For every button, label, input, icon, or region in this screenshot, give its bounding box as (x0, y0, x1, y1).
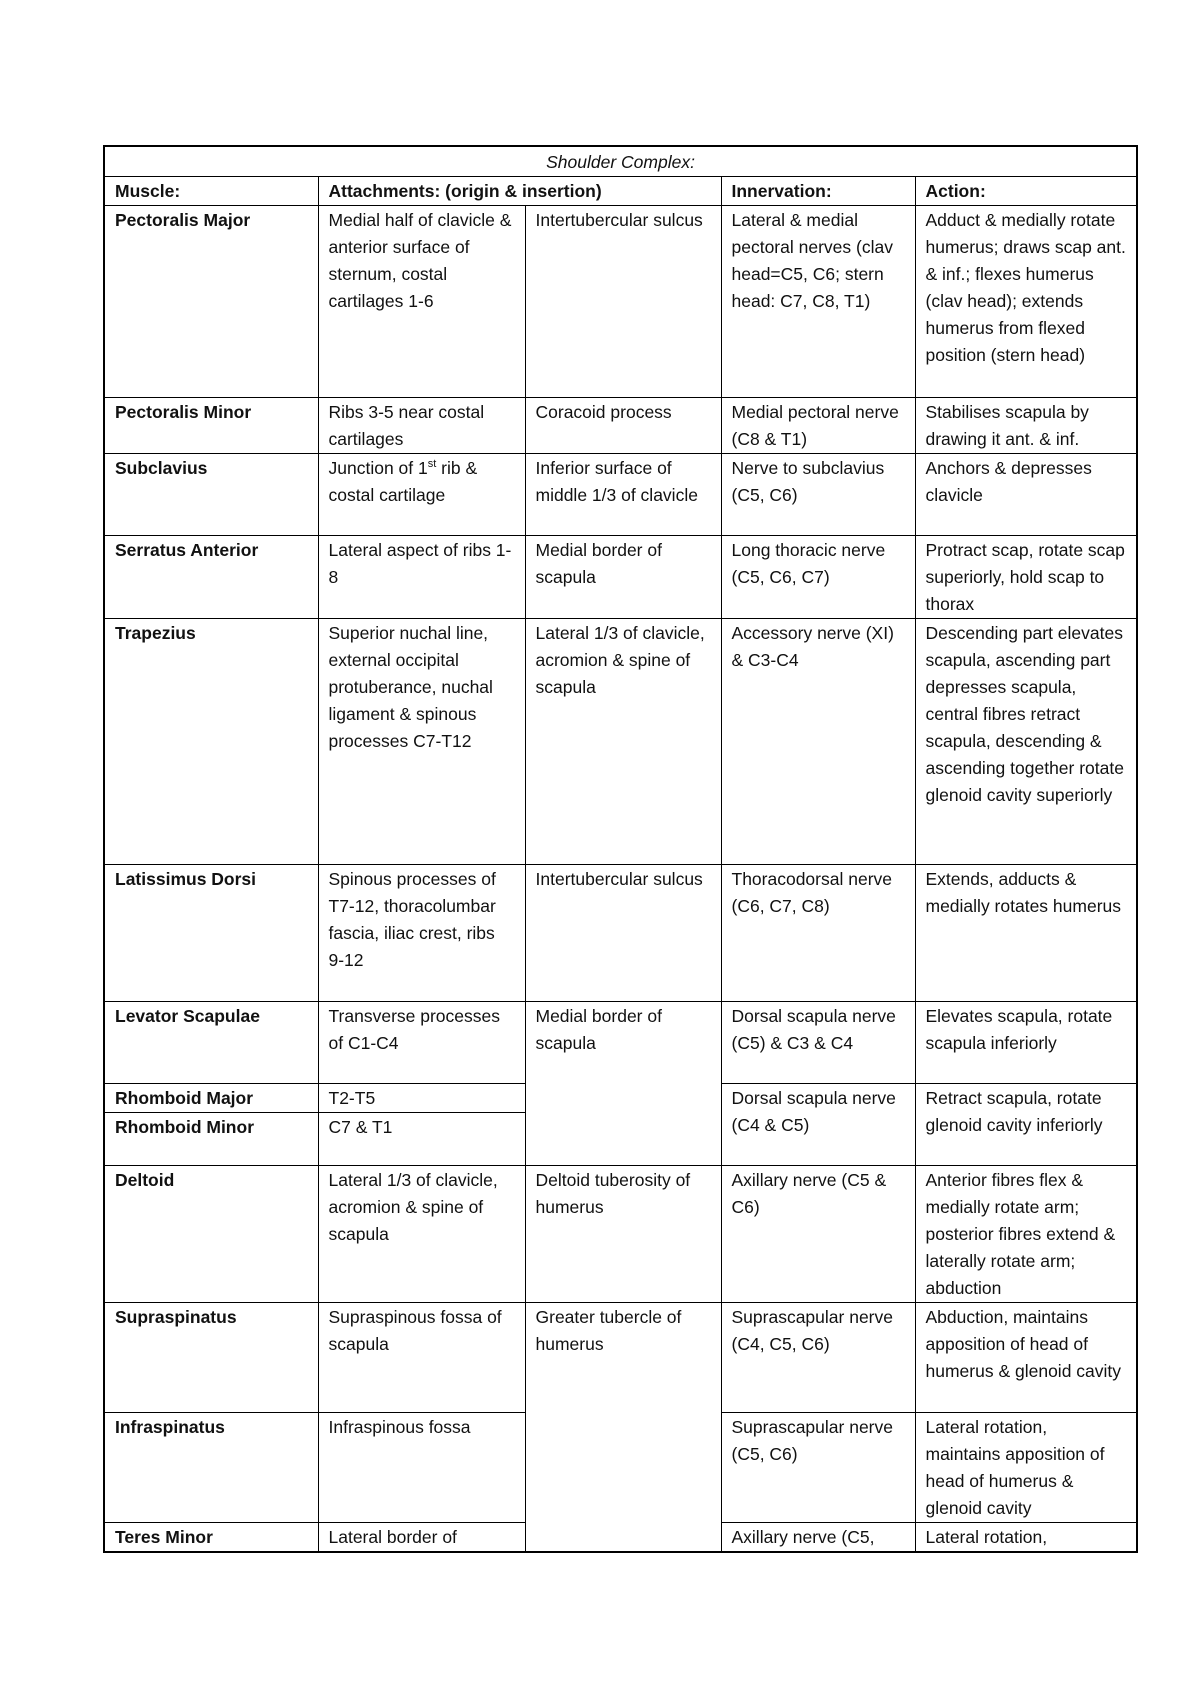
muscle-cell: Trapezius (104, 619, 318, 865)
innervation-cell: Nerve to subclavius (C5, C6) (721, 454, 915, 536)
muscle-cell: Serratus Anterior (104, 536, 318, 619)
origin-cell: Infraspinous fossa (318, 1413, 525, 1523)
action-cell: Retract scapula, rotate glenoid cavity inferiorly (915, 1084, 1137, 1166)
muscle-cell: Latissimus Dorsi (104, 865, 318, 1002)
table-row (104, 1166, 1137, 1303)
action-cell: Elevates scapula, rotate scapula inferiorly (915, 1002, 1137, 1084)
table-row (104, 454, 1137, 536)
muscle-cell: Pectoralis Major (104, 206, 318, 398)
origin-cell: C7 & T1 (318, 1113, 525, 1166)
insertion-cell: Inferior surface of middle 1/3 of clavicle (525, 454, 721, 536)
muscle-cell: Levator Scapulae (104, 1002, 318, 1084)
muscle-cell: Teres Minor (104, 1523, 318, 1553)
action-cell: Lateral rotation, (915, 1523, 1137, 1553)
origin-cell: Supraspinous fossa of scapula (318, 1303, 525, 1413)
table-row (104, 536, 1137, 619)
innervation-cell: Axillary nerve (C5, (721, 1523, 915, 1553)
origin-cell: Lateral 1/3 of clavicle, acromion & spine of scapula (318, 1166, 525, 1303)
innervation-cell: Medial pectoral nerve (C8 & T1) (721, 398, 915, 454)
muscle-cell: Infraspinatus (104, 1413, 318, 1523)
insertion-cell: Deltoid tuberosity of humerus (525, 1166, 721, 1303)
table-row (104, 1303, 1137, 1413)
table-row (104, 206, 1137, 398)
muscle-cell: Rhomboid Minor (104, 1113, 318, 1166)
innervation-cell: Thoracodorsal nerve (C6, C7, C8) (721, 865, 915, 1002)
table-row (104, 398, 1137, 454)
header-muscle: Muscle: (104, 177, 318, 206)
muscle-cell: Subclavius (104, 454, 318, 536)
muscle-cell: Pectoralis Minor (104, 398, 318, 454)
action-cell: Abduction, maintains apposition of head of humerus & glenoid cavity (915, 1303, 1137, 1413)
innervation-cell: Lateral & medial pectoral nerves (clav head=C5, C6; stern head: C7, C8, T1) (721, 206, 915, 398)
action-cell: Descending part elevates scapula, ascending part depresses scapula, central fibres retract scapula, descending & ascending together rotate glenoid cavity superiorly (915, 619, 1137, 865)
table-row (104, 619, 1137, 865)
origin-cell: Superior nuchal line, external occipital protuberance, nuchal ligament & spinous processes C7-T12 (318, 619, 525, 865)
action-cell: Anterior fibres flex & medially rotate arm; posterior fibres extend & laterally rotate arm; abduction (915, 1166, 1137, 1303)
insertion-cell: Coracoid process (525, 398, 721, 454)
origin-cell: Transverse processes of C1-C4 (318, 1002, 525, 1084)
table-row (104, 1002, 1137, 1084)
action-cell: Adduct & medially rotate humerus; draws scap ant. & inf.; flexes humerus (clav head); extends humerus from flexed position (stern head) (915, 206, 1137, 398)
table-title: Shoulder Complex: (104, 146, 1137, 177)
insertion-cell: Intertubercular sulcus (525, 206, 721, 398)
insertion-cell: Intertubercular sulcus (525, 865, 721, 1002)
origin-cell: Lateral aspect of ribs 1-8 (318, 536, 525, 619)
insertion-cell: Medial border of scapula (525, 536, 721, 619)
action-cell: Protract scap, rotate scap superiorly, hold scap to thorax (915, 536, 1137, 619)
insertion-cell: Lateral 1/3 of clavicle, acromion & spine of scapula (525, 619, 721, 865)
innervation-cell: Dorsal scapula nerve (C5) & C3 & C4 (721, 1002, 915, 1084)
muscle-cell: Supraspinatus (104, 1303, 318, 1413)
origin-cell: Ribs 3-5 near costal cartilages (318, 398, 525, 454)
muscle-cell: Deltoid (104, 1166, 318, 1303)
table-row (104, 865, 1137, 1002)
innervation-cell: Suprascapular nerve (C5, C6) (721, 1413, 915, 1523)
origin-cell (318, 454, 525, 536)
innervation-cell: Accessory nerve (XI) & C3-C4 (721, 619, 915, 865)
insertion-cell: Greater tubercle of humerus (525, 1303, 721, 1553)
innervation-cell: Axillary nerve (C5 & C6) (721, 1166, 915, 1303)
header-innervation: Innervation: (721, 177, 915, 206)
ordinal-suffix: st (427, 458, 437, 471)
innervation-cell: Suprascapular nerve (C4, C5, C6) (721, 1303, 915, 1413)
insertion-cell: Medial border of scapula (525, 1002, 721, 1166)
action-cell: Extends, adducts & medially rotates humerus (915, 865, 1137, 1002)
origin-cell: T2-T5 (318, 1084, 525, 1113)
header-attachments: Attachments: (origin & insertion) (318, 177, 721, 206)
origin-cell: Medial half of clavicle & anterior surface of sternum, costal cartilages 1-6 (318, 206, 525, 398)
innervation-cell: Dorsal scapula nerve (C4 & C5) (721, 1084, 915, 1166)
origin-cell: Lateral border of (318, 1523, 525, 1553)
origin-text: rib & costal cartilage (328, 458, 478, 505)
header-action: Action: (915, 177, 1137, 206)
origin-cell: Spinous processes of T7-12, thoracolumbar fascia, iliac crest, ribs 9-12 (318, 865, 525, 1002)
origin-text: Junction of 1 (328, 458, 428, 478)
shoulder-complex-table (103, 145, 1138, 1553)
action-cell: Anchors & depresses clavicle (915, 454, 1137, 536)
action-cell: Lateral rotation, maintains apposition of head of humerus & glenoid cavity (915, 1413, 1137, 1523)
muscle-cell: Rhomboid Major (104, 1084, 318, 1113)
innervation-cell: Long thoracic nerve (C5, C6, C7) (721, 536, 915, 619)
action-cell: Stabilises scapula by drawing it ant. & inf. (915, 398, 1137, 454)
